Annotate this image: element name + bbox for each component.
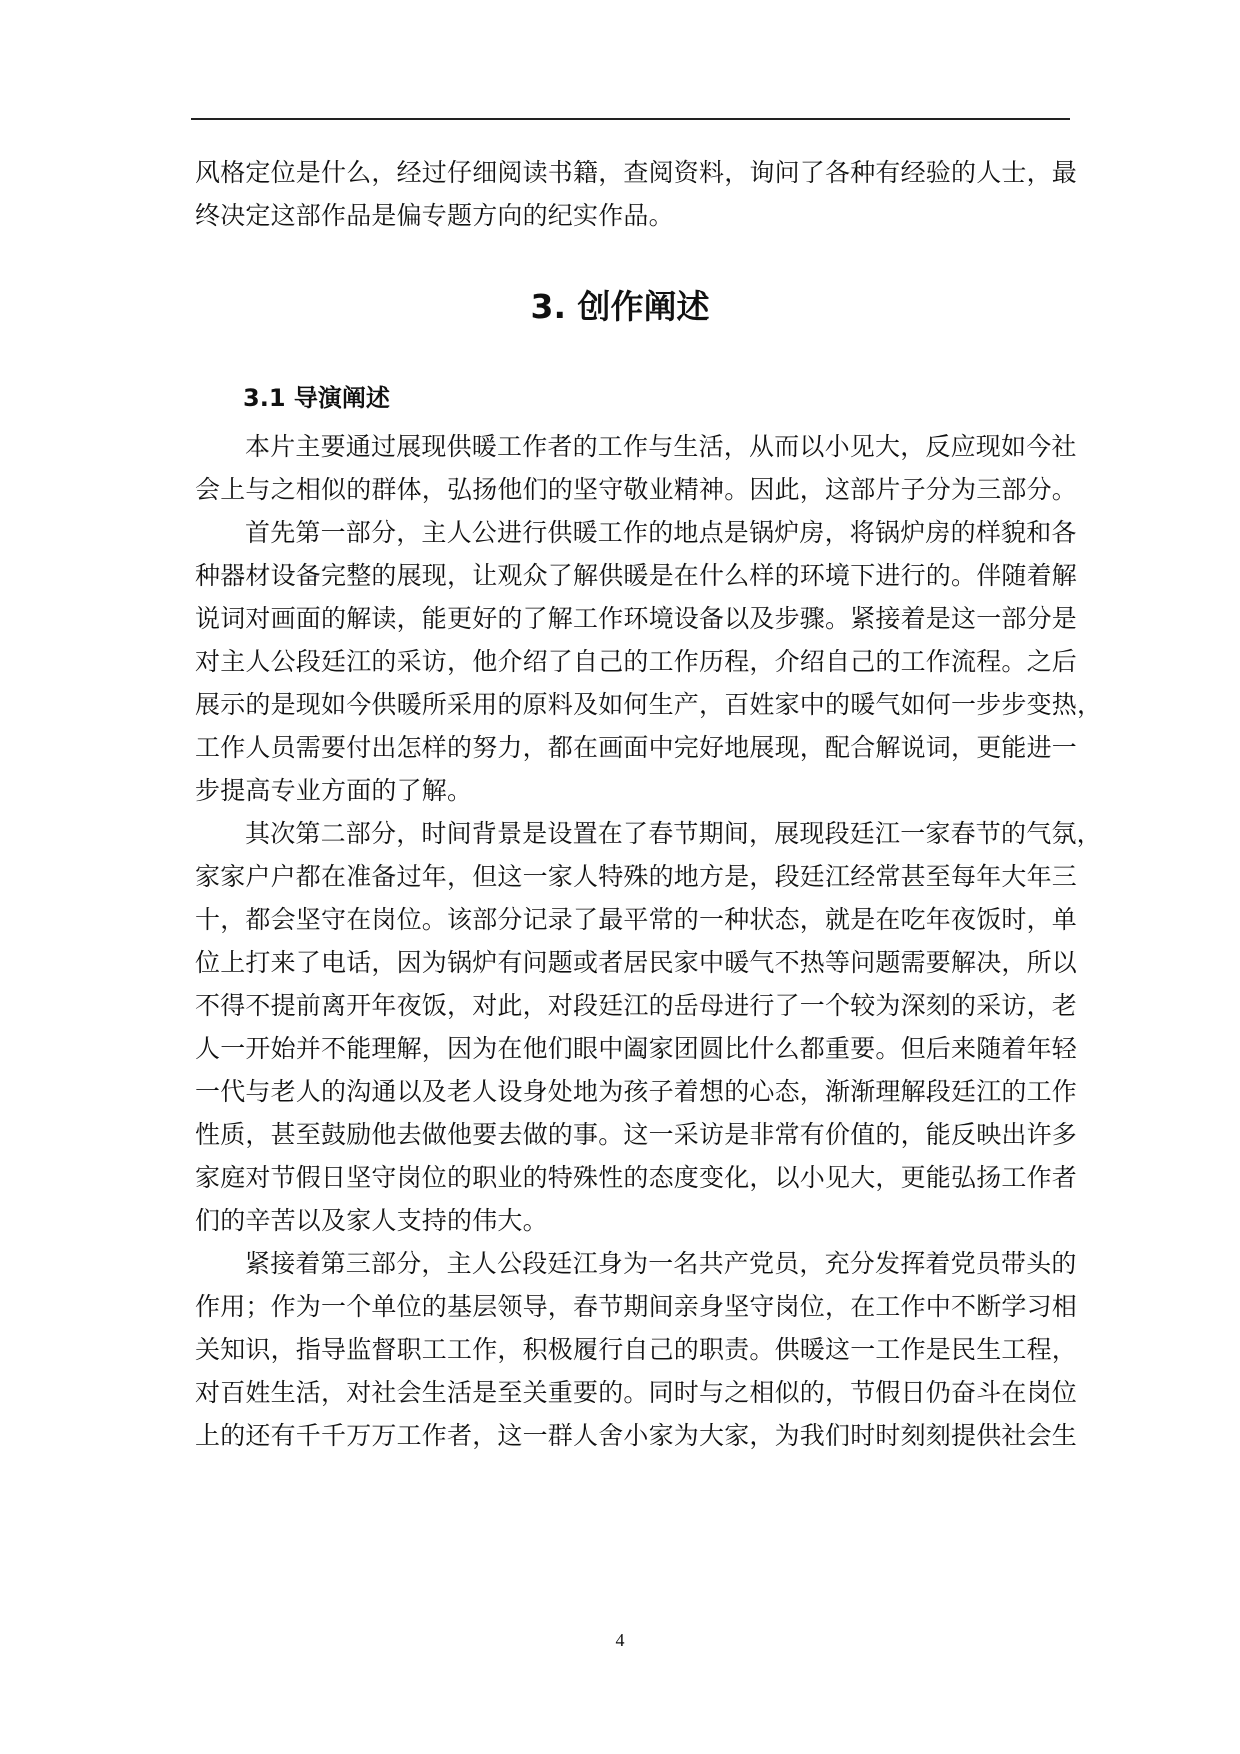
text-line: 终决定这部作品是偏专题方向的纪实作品。 xyxy=(195,201,674,230)
text-line: 步提高专业方面的了解。 xyxy=(195,776,473,805)
text-line: 人一开始并不能理解，因为在他们眼中阖家团圆比什么都重要。但后来随着年轻 xyxy=(195,1034,1078,1063)
text-line: 家庭对节假日坚守岗位的职业的特殊性的态度变化，以小见大，更能弘扬工作者 xyxy=(195,1163,1078,1192)
subsection-title: 3.1 导演阐述 xyxy=(243,384,390,412)
text-line: 十，都会坚守在岗位。该部分记录了最平常的一种状态，就是在吃年夜饭时，单 xyxy=(195,905,1078,934)
text-line: 其次第二部分，时间背景是设置在了春节期间，展现段廷江一家春节的气氛， xyxy=(245,819,1102,848)
text-line: 风格定位是什么，经过仔细阅读书籍，查阅资料，询问了各种有经验的人士，最 xyxy=(195,158,1078,187)
text-line: 关知识，指导监督职工工作，积极履行自己的职责。供暖这一工作是民生工程， xyxy=(195,1335,1078,1364)
text-line: 家家户户都在准备过年，但这一家人特殊的地方是，段廷江经常甚至每年大年三 xyxy=(195,862,1078,891)
text-line: 一代与老人的沟通以及老人设身处地为孩子着想的心态，渐渐理解段廷江的工作 xyxy=(195,1077,1078,1106)
paragraph xyxy=(195,1242,1078,1457)
text-line: 工作人员需要付出怎样的努力，都在画面中完好地展现，配合解说词，更能进一 xyxy=(195,733,1078,762)
paragraph xyxy=(195,812,1102,1242)
text-line: 不得不提前离开年夜饭，对此，对段廷江的岳母进行了一个较为深刻的采访，老 xyxy=(195,991,1078,1020)
text-line: 性质，甚至鼓励他去做他要去做的事。这一采访是非常有价值的，能反映出许多 xyxy=(195,1120,1078,1149)
text-line: 位上打来了电话，因为锅炉有问题或者居民家中暖气不热等问题需要解决，所以 xyxy=(195,948,1078,977)
text-line: 作用；作为一个单位的基层领导，春节期间亲身坚守岗位，在工作中不断学习相 xyxy=(195,1292,1078,1321)
text-line: 说词对画面的解读，能更好的了解工作环境设备以及步骤。紧接着是这一部分是 xyxy=(195,604,1078,633)
text-line: 会上与之相似的群体，弘扬他们的坚守敬业精神。因此，这部片子分为三部分。 xyxy=(195,475,1078,504)
text-line: 种器材设备完整的展现，让观众了解供暖是在什么样的环境下进行的。伴随着解 xyxy=(195,561,1078,590)
text-line: 对主人公段廷江的采访，他介绍了自己的工作历程，介绍自己的工作流程。之后 xyxy=(195,647,1078,676)
paragraph xyxy=(195,425,1078,511)
body-text xyxy=(195,425,1103,1457)
text-line: 们的辛苦以及家人支持的伟大。 xyxy=(195,1206,548,1235)
continued-paragraph xyxy=(195,151,1078,237)
section-title: 3. 创作阐述 xyxy=(530,287,710,326)
text-line: 对百姓生活，对社会生活是至关重要的。同时与之相似的，节假日仍奋斗在岗位 xyxy=(195,1378,1078,1407)
text-line: 上的还有千千万万工作者，这一群人舍小家为大家，为我们时时刻刻提供社会生 xyxy=(195,1421,1078,1450)
paragraph xyxy=(195,511,1103,812)
header-rule xyxy=(191,118,1070,120)
text-line: 展示的是现如今供暖所采用的原料及如何生产，百姓家中的暖气如何一步步变热， xyxy=(195,690,1103,719)
text-line: 本片主要通过展现供暖工作者的工作与生活，从而以小见大，反应现如今社 xyxy=(245,432,1077,461)
text-line: 首先第一部分，主人公进行供暖工作的地点是锅炉房，将锅炉房的样貌和各 xyxy=(245,518,1077,547)
page-number: 4 xyxy=(615,1630,625,1650)
text-line: 紧接着第三部分，主人公段廷江身为一名共产党员，充分发挥着党员带头的 xyxy=(245,1249,1077,1278)
